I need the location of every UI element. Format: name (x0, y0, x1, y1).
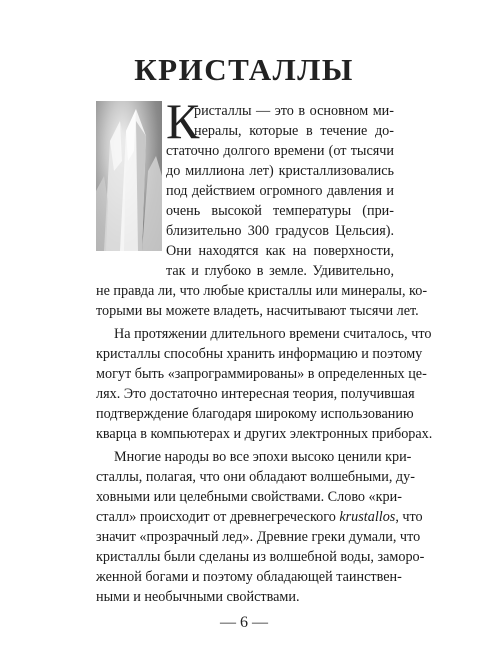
text-line: до миллиона лет) кристаллизовались (166, 163, 394, 179)
text-line: кристаллы способны хранить информацию и поэтому (96, 346, 423, 362)
text-line: лях. Это достаточно интересная теория, получившая (96, 386, 415, 402)
text-line: кварца в компьютерах и других электронных приборах. (96, 426, 433, 442)
text-line: Они находятся как на поверхности, (166, 243, 394, 259)
text-line: торыми вы можете владеть, насчитывают тысячи лет. (96, 303, 419, 319)
text-line: нералы, которые в течение до- (194, 123, 394, 139)
text-line: не правда ли, что любые кристаллы или минералы, ко- (96, 283, 428, 299)
text-line: под действием огромного давления и (166, 183, 394, 199)
text-segment: сталл» происходит от древнегреческого (96, 509, 340, 525)
drop-cap: К (166, 93, 200, 149)
text-line (96, 507, 423, 527)
italic-term: krustallos (339, 509, 396, 525)
crystal-photo (96, 101, 162, 251)
text-line: кристаллы были сделаны из волшебной воды, заморо- (96, 549, 425, 565)
text-line: Многие народы во все эпохи высоко ценили кри- (114, 449, 412, 465)
text-line: ристаллы — это в основном ми- (194, 103, 394, 119)
text-line: подтверждение благодаря широкому использованию (96, 406, 414, 422)
page-title: КРИСТАЛЛЫ (134, 52, 354, 87)
text-line: значит «прозрачный лед». Древние греки думали, что (96, 529, 421, 545)
text-line: женной богами и поэтому обладающей таинствен- (96, 569, 402, 585)
text-line: сталлы, полагая, что они обладают волшебными, ду- (96, 469, 415, 485)
page-number: — 6 — (220, 614, 268, 631)
text-line: статочно долгого времени (от тысячи (166, 143, 394, 159)
text-line: могут быть «запрограммированы» в определенных це- (96, 366, 427, 382)
text-line: близительно 300 градусов Цельсия). (166, 223, 394, 239)
text-line: так и глубоко в земле. Удивительно, (166, 263, 394, 279)
text-line: очень высокой температуры (при- (166, 203, 394, 219)
text-line: На протяжении длительного времени считалось, что (114, 326, 432, 342)
text-segment: , что (395, 509, 423, 525)
text-line: ными и необычными свойствами. (96, 589, 300, 605)
text-line: ховными или целебными свойствами. Слово «кри- (96, 489, 402, 505)
